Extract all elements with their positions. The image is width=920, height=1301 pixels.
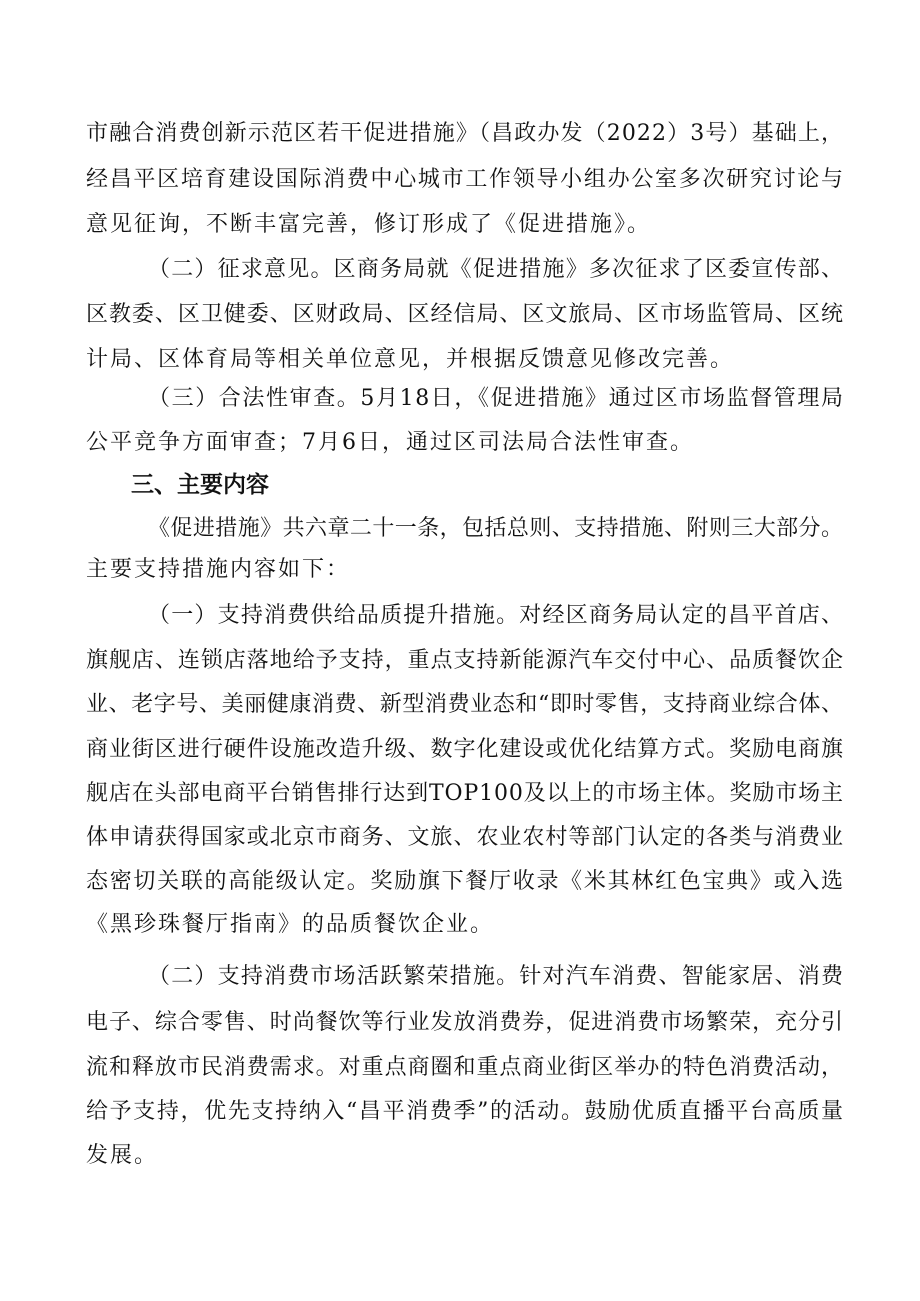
line-text: 流和释放市民消费需求。对重点商圈和重点商业街区举办的特色消费活动， bbox=[86, 1055, 844, 1080]
text-line bbox=[0, 377, 920, 421]
text-line bbox=[0, 772, 920, 816]
text-line bbox=[0, 507, 920, 551]
line-text: 舰店在头部电商平台销售排行达到TOP100及以上的市场主体。奖励市场主 bbox=[86, 781, 844, 806]
text-line bbox=[0, 955, 920, 999]
text-line bbox=[0, 816, 920, 860]
line-text: 市融合消费创新示范区若干促进措施》（昌政办发（2022）3号）基础上， bbox=[86, 121, 845, 146]
line-text: 商业街区进行硬件设施改造升级、数字化建设或优化结算方式。奖励电商旗 bbox=[86, 737, 844, 762]
line-text: 发展。 bbox=[86, 1143, 159, 1168]
line-text: （二）征求意见。区商务局就《促进措施》多次征求了区委宣传部、 bbox=[148, 257, 845, 282]
text-line bbox=[0, 903, 920, 947]
text-line bbox=[0, 203, 920, 247]
line-text: 态密切关联的高能级认定。奖励旗下餐厅收录《米其林红色宝典》或入选 bbox=[86, 869, 845, 894]
text-line bbox=[0, 112, 920, 156]
text-line bbox=[0, 1001, 920, 1045]
line-text: 计局、区体育局等相关单位意见，并根据反馈意见修改完善。 bbox=[86, 347, 735, 372]
line-text: （二）支持消费市场活跃繁荣措施。针对汽车消费、智能家居、消费 bbox=[148, 964, 845, 989]
text-line bbox=[0, 639, 920, 683]
line-text: 经昌平区培育建设国际消费中心城市工作领导小组办公室多次研究讨论与 bbox=[86, 167, 845, 192]
section-heading-text: 三、主要内容 bbox=[131, 472, 269, 498]
line-text: 意见征询，不断丰富完善，修订形成了《促进措施》。 bbox=[86, 212, 652, 237]
text-line bbox=[0, 594, 920, 638]
text-line bbox=[0, 683, 920, 727]
text-line bbox=[0, 1090, 920, 1134]
line-text: 旗舰店、连锁店落地给予支持，重点支持新能源汽车交付中心、品质餐饮企 bbox=[86, 648, 844, 673]
line-text: 公平竞争方面审查；7月6日，通过区司法局合法性审查。 bbox=[86, 430, 694, 455]
line-text: 《促进措施》共六章二十一条，包括总则、支持措施、附则三大部分。 bbox=[148, 516, 844, 541]
text-line bbox=[0, 293, 920, 337]
line-text: 业、老字号、美丽健康消费、新型消费业态和“即时零售，支持商业综合体、 bbox=[86, 692, 844, 717]
line-text: 体申请获得国家或北京市商务、文旅、农业农村等部门认定的各类与消费业 bbox=[86, 825, 844, 850]
line-text: （三）合法性审查。5月18日，《促进措施》通过区市场监督管理局 bbox=[148, 386, 845, 411]
section-heading bbox=[0, 463, 920, 507]
text-line bbox=[0, 338, 920, 382]
text-line bbox=[0, 421, 920, 465]
text-line bbox=[0, 728, 920, 772]
text-line bbox=[0, 248, 920, 292]
line-text: （一）支持消费供给品质提升措施。对经区商务局认定的昌平首店、 bbox=[148, 603, 845, 628]
text-line bbox=[0, 158, 920, 202]
text-line bbox=[0, 860, 920, 904]
line-text: 主要支持措施内容如下： bbox=[86, 557, 351, 582]
text-line bbox=[0, 1046, 920, 1090]
text-line bbox=[0, 548, 920, 592]
line-text: 《黑珍珠餐厅指南》的品质餐饮企业。 bbox=[86, 912, 495, 937]
line-text: 电子、综合零售、时尚餐饮等行业发放消费券，促进消费市场繁荣，充分引 bbox=[86, 1010, 844, 1035]
line-text: 区教委、区卫健委、区财政局、区经信局、区文旅局、区市场监管局、区统 bbox=[86, 302, 844, 327]
text-line bbox=[0, 1134, 920, 1178]
line-text: 给予支持，优先支持纳入“昌平消费季”的活动。鼓励优质直播平台高质量 bbox=[86, 1099, 845, 1124]
